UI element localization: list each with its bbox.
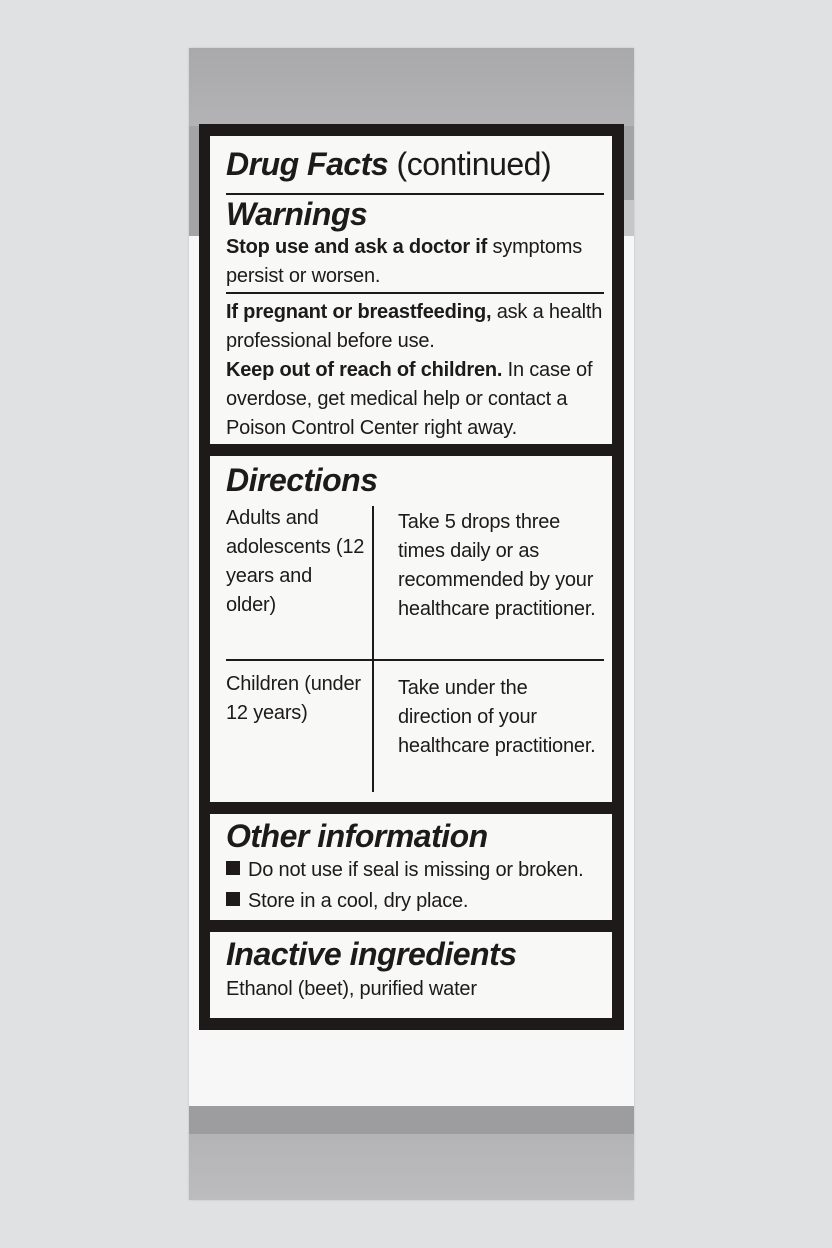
directions-instruction-adults: Take 5 drops three times daily or as recommended by your healthcare practitioner. <box>398 511 596 620</box>
pregnant-warning <box>226 298 606 356</box>
inactive-ingredients-section <box>210 932 612 1018</box>
stop-use-text: symptoms persist or worsen. <box>226 236 583 287</box>
carton-bottom-band <box>189 1106 634 1134</box>
warnings-divider <box>226 292 604 294</box>
directions-row-divider-left <box>226 659 372 661</box>
pregnant-text: ask a health professional before use. <box>226 301 603 352</box>
directions-heading: Directions <box>226 462 378 498</box>
other-information-item-text: Do not use if seal is missing or broken. <box>248 859 584 881</box>
other-information-item-text: Store in a cool, dry place. <box>248 890 469 912</box>
inactive-ingredients-text: Ethanol (beet), purified water <box>226 978 477 1000</box>
directions-row-divider <box>374 659 604 661</box>
square-bullet-icon <box>226 892 240 906</box>
other-information-item <box>226 887 468 916</box>
keep-out-bold: Keep out of reach of children. <box>226 359 503 381</box>
warnings-heading: Warnings <box>226 196 368 232</box>
stop-use-warning <box>226 233 606 291</box>
stop-use-bold: Stop use and ask a doctor if <box>226 236 488 258</box>
carton-top-band <box>189 48 634 126</box>
drug-facts-title-suffix: (continued) <box>396 146 552 182</box>
directions-column-divider <box>372 506 374 792</box>
directions-instruction-children: Take under the direction of your healthcare practitioner. <box>398 677 596 757</box>
inactive-ingredients-heading: Inactive ingredients <box>226 936 517 972</box>
pregnant-bold: If pregnant or breastfeeding, <box>226 301 492 323</box>
title-divider <box>226 193 604 195</box>
directions-section <box>210 456 612 802</box>
other-information-heading: Other information <box>226 818 488 854</box>
keep-out-warning <box>226 356 606 443</box>
directions-group-children: Children (under 12 years) <box>226 673 361 724</box>
other-information-section <box>210 814 612 920</box>
drug-facts-label <box>199 124 624 1030</box>
drug-facts-title: Drug Facts (continued) <box>226 146 552 182</box>
keep-out-text: In case of overdose, get medical help or contact a Poison Control Center right away. <box>226 359 593 439</box>
warnings-section <box>210 136 612 444</box>
carton-bottom-band-lower <box>189 1134 634 1200</box>
square-bullet-icon <box>226 861 240 875</box>
directions-group-adults: Adults and adolescents (12 years and older) <box>226 507 365 616</box>
other-information-item <box>226 856 584 885</box>
